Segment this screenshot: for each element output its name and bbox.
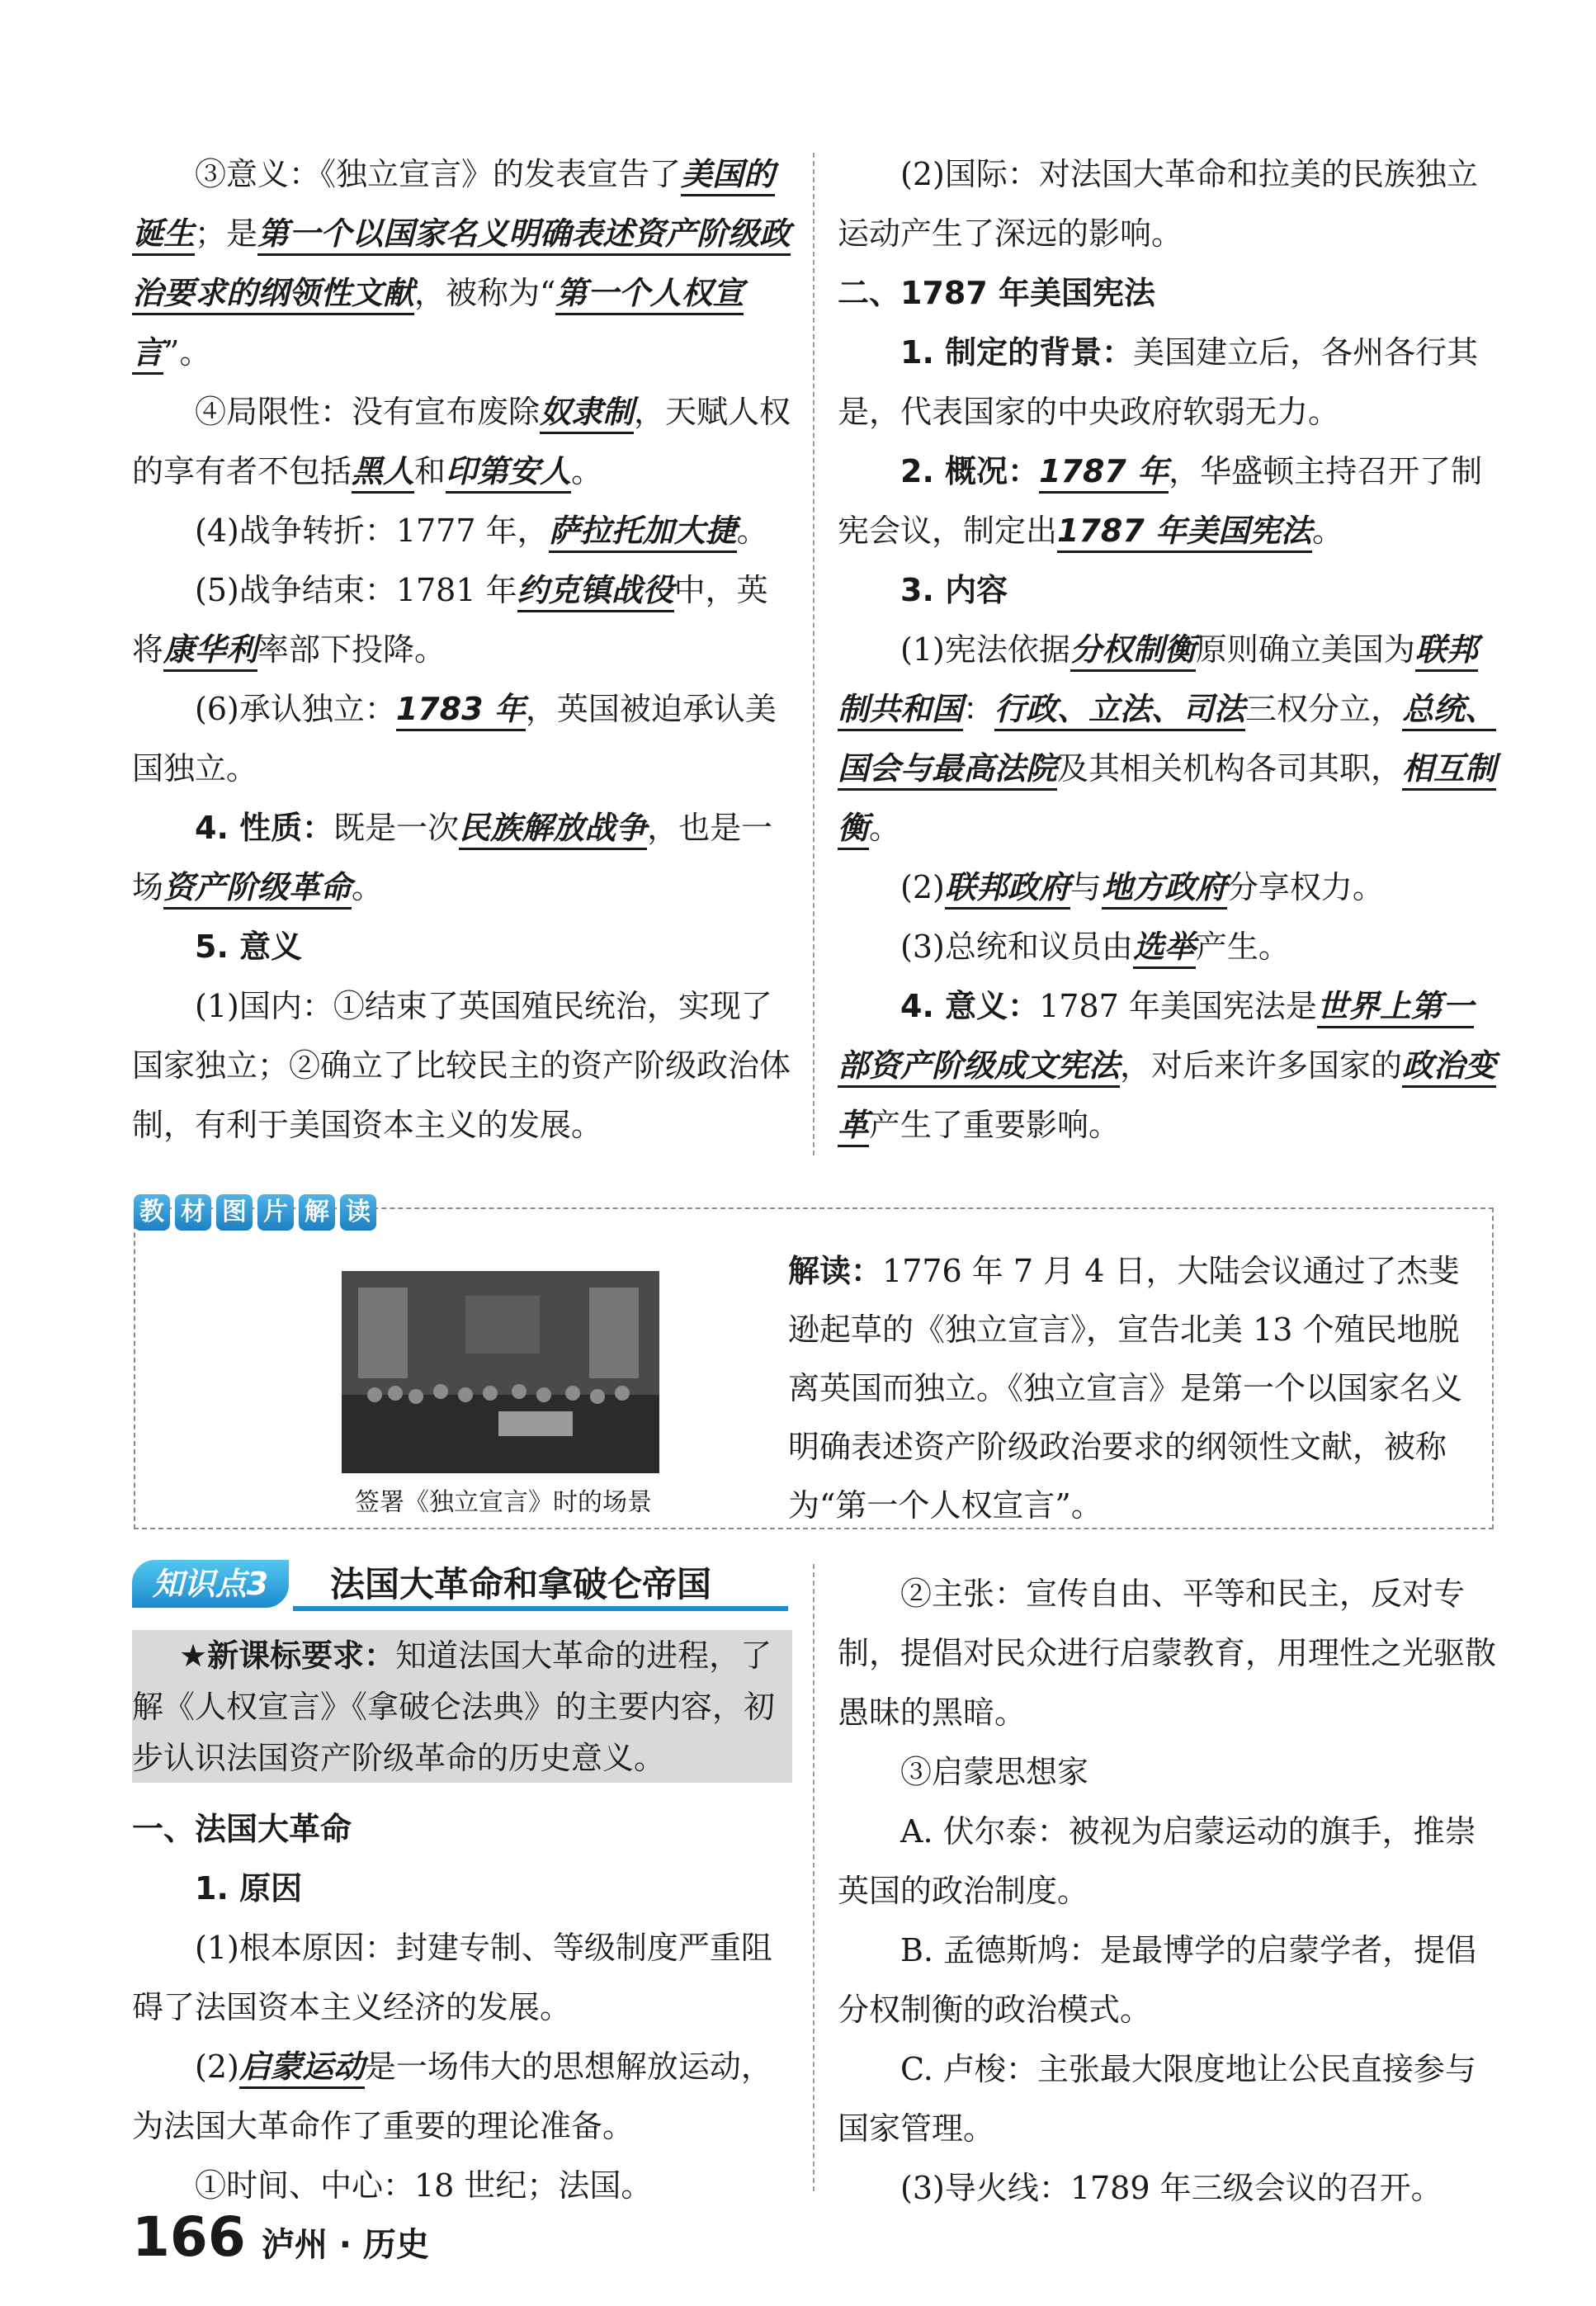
tag-char: 片 [257, 1194, 294, 1231]
text: ，也是一场 [132, 810, 773, 905]
underlined-key-term: 选举 [1133, 929, 1196, 969]
text: ： [963, 691, 995, 727]
text: ，对后来许多国家的 [1120, 1047, 1403, 1084]
paragraph: (3)导火线：1789 年三级会议的召开。 [900, 2170, 1443, 2206]
page-number: 166 [132, 2205, 246, 2269]
text: 三权分立， [1245, 691, 1403, 727]
paragraph [838, 442, 1498, 560]
right-column-top [838, 144, 1498, 1155]
underlined-key-term: 奴隶制 [540, 394, 634, 434]
underlined-key-term: 世界上第一部资产阶级成文宪法 [838, 988, 1474, 1088]
paragraph: C. 卢梭：主张最大限度地让公民直接参与国家管理。 [838, 2051, 1476, 2147]
underlined-key-term: 1787 年美国宪法 [1057, 513, 1312, 553]
section-heading: 3. 内容 [900, 572, 1008, 608]
interpretation-label: 解读： [788, 1253, 883, 1289]
tag-char: 材 [175, 1194, 211, 1231]
paragraph: A. 伏尔泰：被视为启蒙运动的旗手，推崇英国的政治制度。 [838, 1813, 1476, 1909]
section-heading: 5. 意义 [195, 929, 303, 965]
interpretation-body: 1776 年 7 月 4 日，大陆会议通过了杰斐逊起草的《独立宣言》，宣告北美 13 个殖民地脱离英国而独立。《独立宣言》是第一个以国家名义明确表述资产阶级政治要求的纲领性文献，被称为“第一个人权宣言”。 [788, 1253, 1463, 1524]
text: 既是一次 [333, 810, 460, 846]
figure-caption: 签署《独立宣言》时的场景 [355, 1488, 652, 1517]
bold-heading: 2. 概况： [900, 453, 1040, 489]
section-heading: 1. 原因 [195, 1870, 303, 1907]
bold-heading: 4. 性质： [195, 810, 334, 846]
text: ，天赋人权的享有者不包括 [132, 394, 791, 489]
declaration-signing-painting [342, 1271, 659, 1473]
paragraph [838, 976, 1498, 1155]
text: 产生了重要影响。 [869, 1107, 1121, 1143]
text: (3)总统和议员由 [900, 929, 1133, 965]
text: 。 [1312, 513, 1344, 549]
title-underline [293, 1606, 788, 1611]
paragraph [838, 323, 1498, 442]
underlined-key-term: 行政、立法、司法 [994, 691, 1245, 731]
paragraph [132, 2037, 792, 2156]
text: 是一场伟大的思想解放运动，为法国大革命作了重要的理论准备。 [132, 2048, 772, 2144]
page-footer [132, 2205, 429, 2269]
curriculum-requirement-box [132, 1630, 792, 1783]
paragraph [132, 679, 792, 798]
requirement-text: 知道法国大革命的进程，了解《人权宣言》《拿破仑法典》的主要内容，初步认识法国资产阶级革命的历史意义。 [132, 1637, 776, 1776]
figure-interpretation-text [788, 1242, 1465, 1535]
tag-char: 读 [340, 1194, 376, 1231]
painting-illustration [342, 1271, 659, 1473]
paragraph [132, 144, 792, 382]
paragraph: (1)根本原因：封建专制、等级制度严重阻碍了法国资本主义经济的发展。 [132, 1930, 772, 2025]
paragraph [838, 858, 1498, 917]
text: ，华盛顿主持召开了制宪会议，制定出 [838, 453, 1483, 549]
bold-heading: 1. 制定的背景： [900, 334, 1134, 371]
text: 美国建立后，各州各行其是，代表国家的中央政府软弱无力。 [838, 334, 1479, 430]
text: ”。 [163, 334, 211, 371]
underlined-key-term: 分权制衡 [1070, 631, 1196, 672]
underlined-key-term: 政治变革 [838, 1047, 1496, 1147]
text: ；是 [195, 215, 258, 252]
book-title: 泸州 · 历史 [261, 2226, 429, 2264]
text: 原则确立美国为 [1195, 631, 1415, 668]
underlined-key-term: 第一个以国家名义明确表述资产阶级政治要求的纲领性文献 [132, 215, 791, 315]
right-column-bottom [838, 1564, 1498, 2218]
text: 产生。 [1195, 929, 1290, 965]
underlined-key-term: 第一个人权宣言 [132, 275, 744, 375]
left-column-bottom [132, 1799, 792, 2215]
text: 。 [869, 810, 901, 846]
paragraph: ①时间、中心：18 世纪；法国。 [195, 2167, 653, 2204]
paragraph [132, 382, 792, 501]
text: ，英国被迫承认美国独立。 [132, 691, 777, 787]
knowledge-point-header [132, 1560, 792, 1609]
text: ，被称为“ [414, 275, 556, 311]
underlined-key-term: 萨拉托加大捷 [549, 513, 737, 553]
knowledge-point-badge: 知识点3 [132, 1560, 289, 1608]
text: 1787 年美国宪法是 [1039, 988, 1317, 1024]
text: 和 [414, 453, 446, 489]
underlined-key-term: 约克镇战役 [517, 572, 674, 612]
column-divider [813, 153, 815, 1155]
paragraph [132, 501, 792, 560]
underlined-key-term: 联邦政府 [945, 869, 1070, 910]
underlined-key-term: 美国的诞生 [132, 156, 775, 256]
text: ③意义：《独立宣言》的发表宣告了 [195, 156, 682, 192]
requirement-label: ★新课标要求： [179, 1637, 396, 1674]
text: (1)宪法依据 [900, 631, 1070, 668]
paragraph: ②主张：宣传自由、平等和民主，反对专制，提倡对民众进行启蒙教育，用理性之光驱散愚昧的黑暗。 [838, 1576, 1497, 1731]
section-heading: 二、1787 年美国宪法 [838, 275, 1155, 311]
tag-char: 解 [299, 1194, 335, 1231]
tag-char: 图 [216, 1194, 253, 1231]
tag-char: 教 [134, 1194, 170, 1231]
bold-heading: 4. 意义： [900, 988, 1040, 1024]
underlined-key-term: 启蒙运动 [239, 2048, 365, 2089]
paragraph: (1)国内：①结束了英国殖民统治，实现了国家独立；②确立了比较民主的资产阶级政治体制，有利于美国资本主义的发展。 [132, 988, 791, 1143]
paragraph [838, 917, 1498, 976]
paragraph [132, 798, 792, 917]
text: (2) [195, 2048, 239, 2085]
paragraph: B. 孟德斯鸠：是最博学的启蒙学者，提倡分权制衡的政治模式。 [838, 1932, 1477, 2028]
underlined-key-term: 资产阶级革命 [163, 869, 352, 910]
underlined-key-term: 民族解放战争 [459, 810, 647, 850]
underlined-key-term: 地方政府 [1102, 869, 1227, 910]
text: (2) [900, 869, 945, 905]
text: 。 [736, 513, 768, 549]
knowledge-point-title: 法国大革命和拿破仑帝国 [330, 1564, 712, 1604]
paragraph: ③启蒙思想家 [900, 1754, 1089, 1790]
underlined-key-term: 康华利 [163, 631, 257, 672]
underlined-key-term: 联邦制共和国 [838, 631, 1478, 731]
text: (6)承认独立： [195, 691, 396, 727]
paragraph [838, 620, 1498, 858]
text: (4)战争转折：1777 年， [195, 513, 549, 549]
text: 与 [1070, 869, 1102, 905]
paragraph [132, 560, 792, 679]
text: 率部下投降。 [257, 631, 446, 668]
underlined-key-term: 1787 年 [1039, 453, 1169, 494]
section-heading: 一、法国大革命 [132, 1811, 352, 1847]
underlined-key-term: 1783 年 [396, 691, 526, 731]
underlined-key-term: 印第安人 [446, 453, 571, 494]
figure-section-tag [134, 1194, 376, 1231]
text: 及其相关机构各司其职， [1057, 750, 1403, 787]
text: ④局限性：没有宣布废除 [195, 394, 541, 430]
text: 。 [352, 869, 384, 905]
text: 。 [571, 453, 603, 489]
left-column-top [132, 144, 792, 1155]
column-divider [813, 1564, 815, 2191]
underlined-key-term: 总统、国会与最高法院 [838, 691, 1496, 791]
text: 分享权力。 [1226, 869, 1384, 905]
underlined-key-term: 黑人 [352, 453, 414, 494]
text: (5)战争结束：1781 年 [195, 572, 517, 608]
paragraph: (2)国际：对法国大革命和拉美的民族独立运动产生了深远的影响。 [838, 156, 1478, 252]
underlined-key-term: 相互制衡 [838, 750, 1496, 850]
text: 中，英将 [132, 572, 768, 668]
